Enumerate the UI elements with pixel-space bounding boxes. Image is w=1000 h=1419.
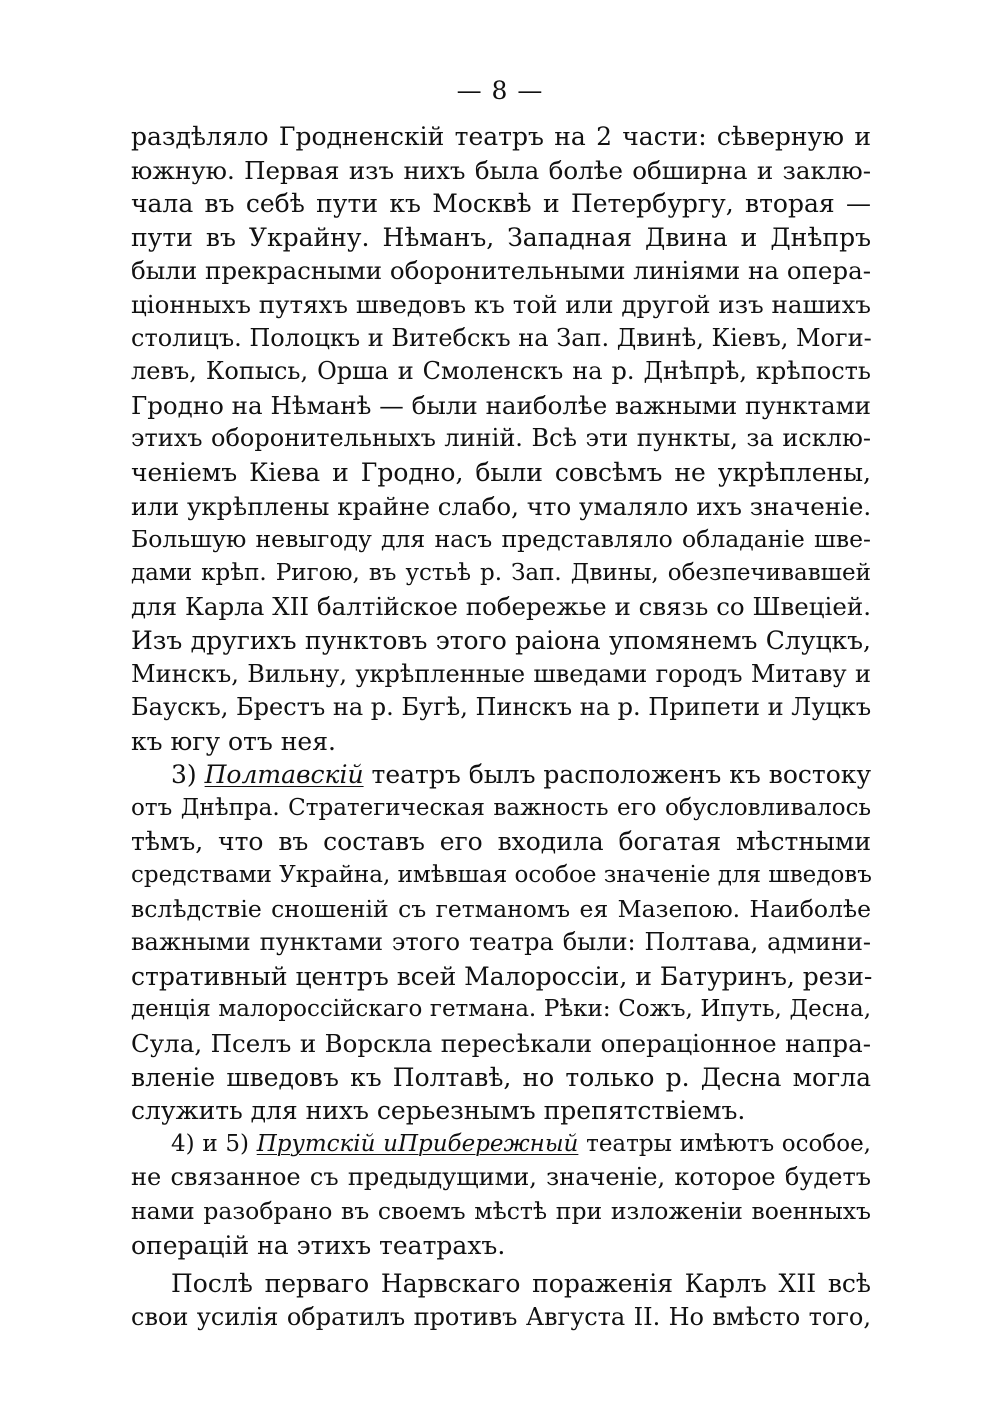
theatre-title: Прутскій иПрибережный — [256, 1130, 579, 1157]
text-line: вслѣдствіе сношеній съ гетманомъ ея Мазепою. Наиболѣе — [131, 894, 871, 923]
text-line: Сула, Пселъ и Ворскла пересѣкали операціонное напра- — [131, 1029, 871, 1059]
text-line: тѣмъ, что въ составъ его входила богатая мѣстными — [131, 827, 871, 857]
text-line: вленіе шведовъ къ Полтавѣ, но только р. Десна могла — [131, 1062, 871, 1092]
text-line: левъ, Копысь, Орша и Смоленскъ на р. Днѣпрѣ, крѣпость — [131, 357, 871, 386]
text-line — [131, 758, 871, 792]
text-line: свои усилія обратилъ противъ Августа II. Но вмѣсто того, — [131, 1302, 871, 1331]
page-number: — 8 — — [456, 76, 544, 105]
text-line: для Карла XII балтійское побережье и связь со Швеціей. — [131, 592, 871, 622]
text-line: этихъ оборонительныхъ линій. Всѣ эти пункты, за исклю- — [131, 424, 871, 453]
text-line: Изъ другихъ пунктовъ этого раіона упомянемъ Слуцкъ, — [131, 625, 871, 655]
text-line: Минскъ, Вильну, укрѣпленные шведами городъ Митаву и — [131, 659, 871, 688]
text-line: были прекрасными оборонительными линіями на опера- — [131, 256, 871, 286]
text-line: Гродно на Нѣманѣ — были наиболѣе важными пунктами — [131, 390, 871, 420]
text-line: денція малороссійскаго гетмана. Рѣки: Сожъ, Ипуть, Десна, — [131, 996, 871, 1023]
paragraph-after-narva — [131, 1267, 871, 1334]
list-marker: 4) и 5) — [171, 1130, 257, 1157]
text-line: не связанное съ предыдущими, значеніе, которое будетъ — [131, 1163, 871, 1192]
paragraph-poltava-theatre — [131, 758, 871, 1128]
paragraph-gродненский — [131, 120, 871, 758]
text-line: средствами Украйна, имѣвшая особое значеніе для шведовъ — [131, 862, 872, 889]
text-line: Послѣ перваго Нарвскаго пораженія Карлъ XII всѣ — [171, 1269, 871, 1299]
text-line: чала въ себѣ пути къ Москвѣ и Петербургу, вторая — — [131, 189, 871, 219]
text-line: къ югу отъ нея. — [131, 726, 336, 756]
text-line — [131, 1128, 871, 1162]
text-line: или укрѣплены крайне слабо, что умаляло ихъ значеніе. — [131, 491, 872, 521]
text-line: стративный центръ всей Малороссіи, и Батуринъ, рези- — [131, 961, 873, 991]
body-text — [131, 120, 871, 1334]
text-line: отъ Днѣпра. Стратегическая важность его обусловливалось — [131, 794, 871, 821]
list-marker: 3) — [171, 760, 205, 790]
text-line: пути въ Украйну. Нѣманъ, Западная Двина и Днѣпръ — [131, 222, 871, 252]
text-line: важными пунктами этого театра были: Полтава, админи- — [131, 928, 871, 957]
text-run: театръ былъ расположенъ къ востоку — [363, 760, 872, 790]
text-line: ченіемъ Кіева и Гродно, были совсѣмъ не укрѣплены, — [131, 457, 871, 487]
text-line: южную. Первая изъ нихъ была болѣе обширна и заклю- — [131, 155, 871, 185]
text-line: дами крѣп. Ригою, въ устьѣ р. Зап. Двины, обезпечивавшей — [131, 559, 871, 586]
text-line: столицъ. Полоцкъ и Витебскъ на Зап. Двинѣ, Кіевъ, Моги- — [131, 323, 872, 352]
theatre-title: Полтавскій — [204, 760, 364, 790]
text-line: нами разобрано въ своемъ мѣстѣ при изложеніи военныхъ — [131, 1197, 871, 1225]
text-line: раздѣляло Гродненскій театръ на 2 части: сѣверную и — [131, 122, 871, 151]
text-line: служить для нихъ серьезнымъ препятствіемъ. — [131, 1096, 746, 1126]
text-line: Баускъ, Брестъ на р. Бугѣ, Пинскъ на р. Припети и Луцкъ — [131, 693, 872, 722]
text-line: операцій на этихъ театрахъ. — [131, 1230, 506, 1260]
text-run: театры имѣютъ особое, — [578, 1130, 871, 1157]
text-line: Большую невыгоду для насъ представляло обладаніе шве- — [131, 525, 871, 554]
text-line: ціонныхъ путяхъ шведовъ къ той или другой изъ нашихъ — [131, 289, 871, 319]
paragraph-prut-coastal-theatres — [131, 1128, 871, 1262]
